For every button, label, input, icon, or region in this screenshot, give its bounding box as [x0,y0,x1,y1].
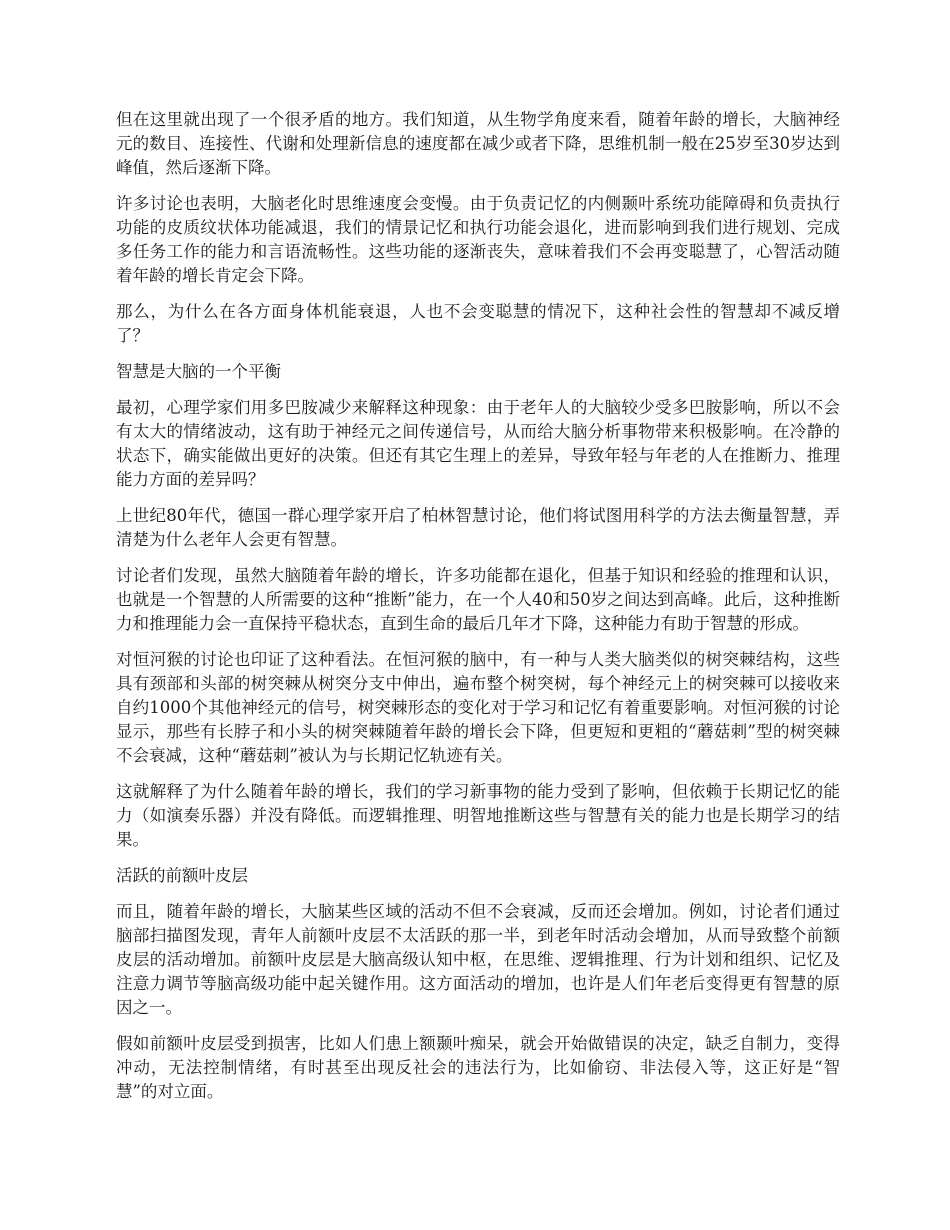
paragraph-7: 对恒河猴的讨论也印证了这种看法。在恒河猴的脑中，有一种与人类大脑类似的树突棘结构，这些具有颈部和头部的树突棘从树突分支中伸出，遍布整个树突树，每个神经元上的树突棘可以接收来自约1000个其他神经元的信号，树突棘形态的变化对于学习和记忆有着重要影响。对恒河猴的讨论显示，那些有长脖子和小头的树突棘随着年龄的增长会下降，但更短和更粗的“蘑菇刺”型的树突棘不会衰减，这种“蘑菇刺”被认为与长期记忆轨迹有关。 [116,650,840,765]
paragraph-2: 许多讨论也表明，大脑老化时思维速度会变慢。由于负责记忆的内侧颞叶系统功能障碍和负责执行功能的皮质纹状体功能减退，我们的情景记忆和执行功能会退化，进而影响到我们进行规划、完成多任务工作的能力和言语流畅性。这些功能的逐渐丧失，意味着我们不会再变聪慧了，心智活动随着年龄的增长肯定会下降。 [116,194,840,285]
section-heading-prefrontal-cortex: 活跃的前额叶皮层 [116,866,248,885]
paragraph-8: 这就解释了为什么随着年龄的增长，我们的学习新事物的能力受到了影响，但依赖于长期记忆的能力（如演奏乐器）并没有降低。而逻辑推理、明智地推断这些与智慧有关的能力也是长期学习的结果。 [116,782,840,849]
paragraph-3: 那么，为什么在各方面身体机能衰退，人也不会变聪慧的情况下，这种社会性的智慧却不减反增了？ [116,302,840,345]
paragraph-5: 上世纪80年代，德国一群心理学家开启了柏林智慧讨论，他们将试图用科学的方法去衡量智慧，弄清楚为什么老年人会更有智慧。 [116,506,840,549]
paragraph-4: 最初，心理学家们用多巴胺减少来解释这种现象：由于老年人的大脑较少受多巴胺影响，所以不会有太大的情绪波动，这有助于神经元之间传递信号，从而给大脑分析事物带来积极影响。在冷静的状态下，确实能做出更好的决策。但还有其它生理上的差异，导致年轻与年老的人在推断力、推理能力方面的差异吗？ [116,398,840,489]
paragraph-9: 而且，随着年龄的增长，大脑某些区域的活动不但不会衰减，反而还会增加。例如，讨论者们通过脑部扫描图发现，青年人前额叶皮层不太活跃的那一半，到老年时活动会增加，从而导致整个前额皮层的活动增加。前额叶皮层是大脑高级认知中枢，在思维、逻辑推理、行为计划和组织、记忆及注意力调节等脑高级功能中起关键作用。这方面活动的增加，也许是人们年老后变得更有智慧的原因之一。 [116,902,840,1017]
paragraph-10: 假如前额叶皮层受到损害，比如人们患上额颞叶痴呆，就会开始做错误的决定，缺乏自制力，变得冲动，无法控制情绪，有时甚至出现反社会的违法行为，比如偷窃、非法侵入等，这正好是“智慧”的对立面。 [116,1034,840,1101]
section-heading-wisdom-balance: 智慧是大脑的一个平衡 [116,362,281,381]
paragraph-6: 讨论者们发现，虽然大脑随着年龄的增长，许多功能都在退化，但基于知识和经验的推理和认识，也就是一个智慧的人所需要的这种“推断”能力，在一个人40和50岁之间达到高峰。此后，这种推断力和推理能力会一直保持平稳状态，直到生命的最后几年才下降，这种能力有助于智慧的形成。 [116,566,840,633]
document-page [116,108,840,1116]
paragraph-1: 但在这里就出现了一个很矛盾的地方。我们知道，从生物学角度来看，随着年龄的增长，大脑神经元的数目、连接性、代谢和处理新信息的速度都在减少或者下降，思维机制一般在25岁至30岁达到峰值，然后逐渐下降。 [116,110,840,177]
